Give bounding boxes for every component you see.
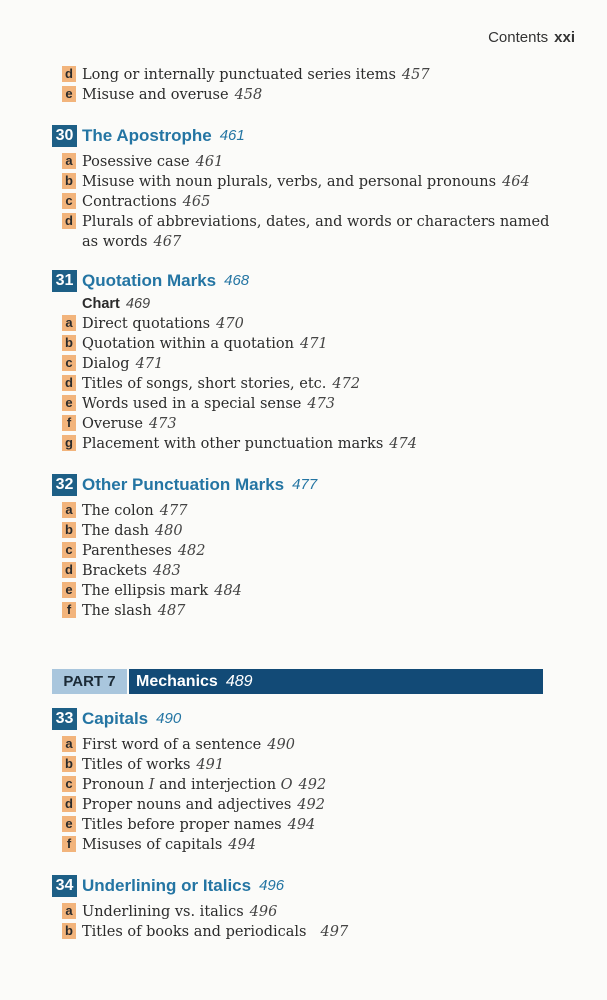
toc-entry[interactable] xyxy=(62,521,183,541)
toc-entry[interactable] xyxy=(62,212,549,252)
chapter-page: 461 xyxy=(219,127,245,144)
header-label: Contents xyxy=(488,29,549,46)
toc-entry[interactable] xyxy=(62,561,181,581)
entry-letter: b xyxy=(62,335,76,351)
header-page-number: xxi xyxy=(554,29,575,46)
toc-entry[interactable] xyxy=(62,922,348,942)
chapter-title: Capitals xyxy=(82,709,149,728)
chapter-title: Other Punctuation Marks xyxy=(82,475,285,494)
chapter-heading-34[interactable] xyxy=(52,875,284,897)
toc-entry[interactable] xyxy=(62,152,223,172)
entry-text: Long or internally punctuated series items xyxy=(82,67,396,83)
chapter-title: The Apostrophe xyxy=(82,126,212,145)
toc-entry[interactable] xyxy=(62,601,185,621)
entry-letter: f xyxy=(62,602,76,618)
entry-page: 471 xyxy=(135,356,164,372)
chapter-page: 490 xyxy=(156,710,182,727)
toc-entry[interactable] xyxy=(62,581,242,601)
chapter-title: Quotation Marks xyxy=(82,271,217,290)
entry-page: 457 xyxy=(401,67,430,83)
entry-text-italic: O xyxy=(280,777,293,793)
entry-text-continued xyxy=(62,232,549,252)
toc-entry[interactable] xyxy=(62,65,430,85)
entry-letter: a xyxy=(62,153,76,169)
entry-letter: d xyxy=(62,796,76,812)
chart-entry[interactable] xyxy=(82,294,150,314)
entry-page: 492 xyxy=(298,777,327,793)
chapter-page: 496 xyxy=(259,877,285,894)
toc-entry[interactable] xyxy=(62,314,244,334)
toc-entry[interactable] xyxy=(62,541,206,561)
part-banner[interactable] xyxy=(52,669,543,694)
entry-text: Titles before proper names xyxy=(82,817,282,833)
entry-text: Underlining vs. italics xyxy=(82,904,244,920)
entry-letter: e xyxy=(62,582,76,598)
entry-text: The colon xyxy=(82,503,154,519)
chapter-number: 30 xyxy=(52,125,77,147)
chart-label: Chart xyxy=(82,296,120,312)
chapter-number: 32 xyxy=(52,474,77,496)
chapter-title: Underlining or Italics xyxy=(82,876,252,895)
toc-entry[interactable] xyxy=(62,414,177,434)
entry-page: 467 xyxy=(153,234,182,250)
entry-text: Parentheses xyxy=(82,543,172,559)
entry-text: and interjection xyxy=(154,777,281,793)
entry-page: 497 xyxy=(320,924,349,940)
entry-text: Misuses of capitals xyxy=(82,837,223,853)
part-label: PART 7 xyxy=(52,669,127,694)
part-page: 489 xyxy=(225,673,253,690)
entry-page: 470 xyxy=(216,316,244,332)
entry-letter: d xyxy=(62,213,76,229)
chapter-page: 477 xyxy=(292,476,318,493)
entry-text: Misuse with noun plurals, verbs, and personal pronouns xyxy=(82,174,497,190)
entry-text: The slash xyxy=(82,603,152,619)
entry-letter: b xyxy=(62,522,76,538)
entry-page: 473 xyxy=(307,396,336,412)
entry-page: 494 xyxy=(228,837,256,853)
entry-letter: d xyxy=(62,562,76,578)
toc-entry[interactable] xyxy=(62,374,360,394)
toc-entry[interactable] xyxy=(62,735,295,755)
entry-letter: f xyxy=(62,415,76,431)
entry-letter: a xyxy=(62,903,76,919)
entry-page: 483 xyxy=(153,563,181,579)
toc-entry[interactable] xyxy=(62,394,335,414)
chapter-heading-33[interactable] xyxy=(52,708,181,730)
entry-text: Posessive case xyxy=(82,154,190,170)
chapter-heading-30[interactable] xyxy=(52,125,245,147)
toc-entry[interactable] xyxy=(62,334,328,354)
entry-text: Placement with other punctuation marks xyxy=(82,436,384,452)
toc-entry[interactable] xyxy=(62,902,277,922)
entry-page: 473 xyxy=(148,416,177,432)
entry-text: Proper nouns and adjectives xyxy=(82,797,292,813)
entry-page: 491 xyxy=(196,757,225,773)
toc-entry[interactable] xyxy=(62,434,417,454)
entry-text: Pronoun xyxy=(82,777,149,793)
entry-page: 492 xyxy=(297,797,325,813)
entry-page: 472 xyxy=(332,376,361,392)
part-title: Mechanics xyxy=(136,673,218,690)
toc-entry[interactable] xyxy=(62,85,262,105)
entry-page: 484 xyxy=(214,583,242,599)
toc-entry[interactable] xyxy=(62,192,210,212)
entry-page: 471 xyxy=(299,336,328,352)
entry-page: 487 xyxy=(157,603,186,619)
entry-page: 494 xyxy=(287,817,316,833)
entry-letter: d xyxy=(62,375,76,391)
part-title-bar xyxy=(129,669,543,694)
entry-page: 465 xyxy=(182,194,211,210)
toc-entry[interactable] xyxy=(62,755,224,775)
chapter-number: 31 xyxy=(52,270,77,292)
toc-entry[interactable] xyxy=(62,815,315,835)
entry-letter: b xyxy=(62,923,76,939)
entry-text: Titles of works xyxy=(82,757,191,773)
chapter-number: 33 xyxy=(52,708,77,730)
entry-letter: g xyxy=(62,435,76,451)
entry-letter: f xyxy=(62,836,76,852)
chapter-heading-32[interactable] xyxy=(52,474,317,496)
entry-text: Plurals of abbreviations, dates, and words or characters named xyxy=(82,214,550,230)
toc-entry[interactable] xyxy=(62,501,187,521)
entry-letter: e xyxy=(62,395,76,411)
toc-entry[interactable] xyxy=(62,354,163,374)
entry-text: The dash xyxy=(82,523,149,539)
entry-text: Contractions xyxy=(82,194,177,210)
entry-letter: e xyxy=(62,86,76,102)
entry-text: First word of a sentence xyxy=(82,737,262,753)
entry-text: Titles of books and periodicals xyxy=(82,924,307,940)
entry-letter: b xyxy=(62,756,76,772)
entry-letter: b xyxy=(62,173,76,189)
entry-letter: c xyxy=(62,193,76,209)
entry-text: Brackets xyxy=(82,563,147,579)
chart-page: 469 xyxy=(125,296,151,312)
entry-letter: c xyxy=(62,776,76,792)
entry-page: 480 xyxy=(154,523,183,539)
toc-entry[interactable] xyxy=(62,835,256,855)
entry-text: Misuse and overuse xyxy=(82,87,229,103)
entry-page: 496 xyxy=(249,904,278,920)
entry-text: Dialog xyxy=(82,356,130,372)
entry-text: The ellipsis mark xyxy=(82,583,209,599)
entry-letter: c xyxy=(62,355,76,371)
entry-text: Direct quotations xyxy=(82,316,211,332)
entry-letter: e xyxy=(62,816,76,832)
entry-page: 490 xyxy=(267,737,295,753)
toc-entry[interactable] xyxy=(62,172,530,192)
entry-letter: a xyxy=(62,315,76,331)
entry-text: Overuse xyxy=(82,416,143,432)
entry-letter: c xyxy=(62,542,76,558)
entry-letter: a xyxy=(62,736,76,752)
entry-page: 477 xyxy=(159,503,188,519)
entry-page: 482 xyxy=(177,543,206,559)
chapter-page: 468 xyxy=(224,272,250,289)
entry-page: 474 xyxy=(389,436,417,452)
toc-entry[interactable] xyxy=(62,795,325,815)
entry-text: Words used in a special sense xyxy=(82,396,302,412)
chapter-heading-31[interactable] xyxy=(52,270,249,292)
chapter-number: 34 xyxy=(52,875,77,897)
entry-letter: a xyxy=(62,502,76,518)
running-header xyxy=(488,29,575,46)
entry-text-italic: I xyxy=(148,777,155,793)
toc-entry[interactable] xyxy=(62,775,326,795)
entry-page: 464 xyxy=(502,174,530,190)
entry-text: Titles of songs, short stories, etc. xyxy=(82,376,327,392)
entry-text: Quotation within a quotation xyxy=(82,336,294,352)
entry-letter: d xyxy=(62,66,76,82)
entry-text-line2: as words xyxy=(82,234,148,250)
entry-page: 458 xyxy=(234,87,263,103)
entry-page: 461 xyxy=(195,154,224,170)
